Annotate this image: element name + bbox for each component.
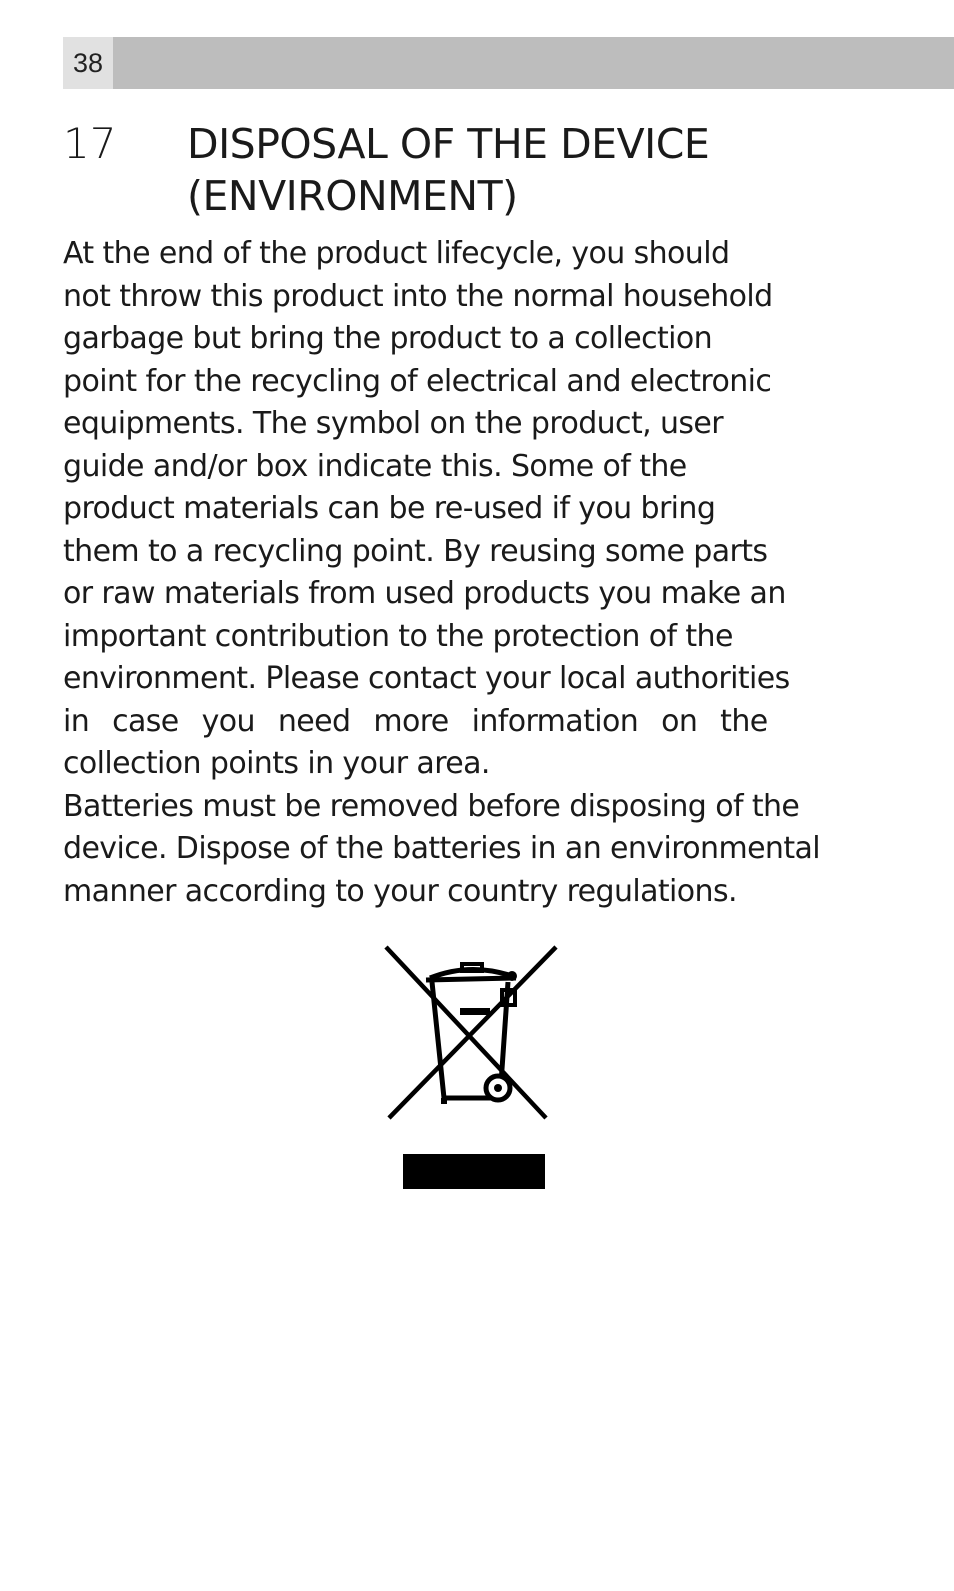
page-number: 38 <box>63 37 113 89</box>
crossed-out-wheelie-bin-icon <box>380 942 560 1122</box>
section-title <box>187 118 907 222</box>
body-line: collection points in your area. <box>63 746 490 781</box>
body-line: product materials can be re-used if you bring <box>63 491 716 526</box>
body-line: not throw this product into the normal household <box>63 278 773 314</box>
body-line: environment. Please contact your local authorities <box>63 661 790 696</box>
body-line: in case you need more information on the <box>63 703 768 739</box>
section-title-line-1: DISPOSAL OF THE DEVICE <box>187 120 710 168</box>
body-line: device. Dispose of the batteries in an environmental <box>63 831 821 866</box>
disposal-instructions <box>63 233 893 913</box>
body-line: point for the recycling of electrical and electronic <box>63 363 772 399</box>
body-line: Batteries must be removed before disposing of the <box>63 788 800 824</box>
page-header-bar <box>63 37 954 89</box>
section-title-line-2: (ENVIRONMENT) <box>187 172 518 220</box>
body-line: garbage but bring the product to a collection <box>63 321 713 356</box>
body-line: manner according to your country regulations. <box>63 873 737 909</box>
body-line: important contribution to the protection of the <box>63 618 733 654</box>
weee-underline-bar <box>403 1154 545 1189</box>
body-line: them to a recycling point. By reusing some parts <box>63 533 768 569</box>
body-line: or raw materials from used products you make an <box>63 576 786 611</box>
body-line: equipments. The symbol on the product, user <box>63 406 724 441</box>
section-number: 17 <box>63 119 117 168</box>
body-line: guide and/or box indicate this. Some of the <box>63 448 687 484</box>
body-line: At the end of the product lifecycle, you should <box>63 236 730 271</box>
